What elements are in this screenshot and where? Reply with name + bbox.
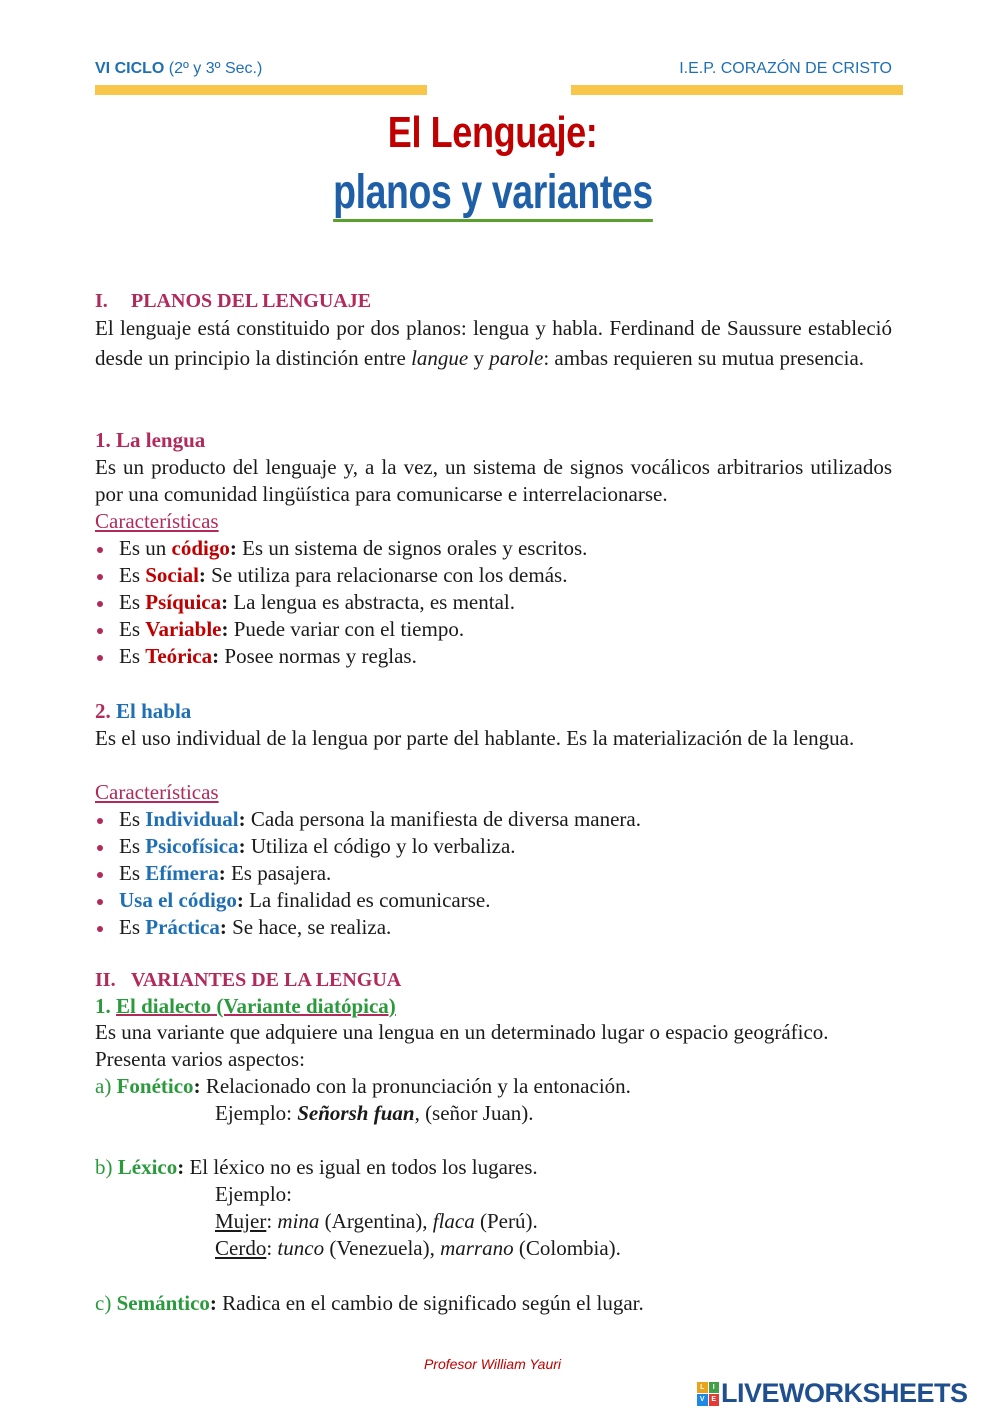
lengua-characteristics-list xyxy=(95,535,892,670)
list-item: Usa el código: La finalidad es comunicarse. xyxy=(95,887,892,914)
habla-characteristics-label: Características xyxy=(95,780,219,804)
list-item: Es Variable: Puede variar con el tiempo. xyxy=(95,616,892,643)
header-school: I.E.P. CORAZÓN DE CRISTO xyxy=(679,60,892,77)
header-course: VI CICLO (2º y 3º Sec.) xyxy=(95,60,263,77)
dialecto-definition: Es una variante que adquiere una lengua en un determinado lugar o espacio geográfico. Presenta varios aspectos: xyxy=(95,1020,829,1071)
subheading-la-lengua: 1. La lengua xyxy=(95,428,206,452)
liveworksheets-logo-icon: L I V E xyxy=(697,1382,719,1406)
lexico-example-mujer: Mujer: mina (Argentina), flaca (Perú). xyxy=(215,1209,538,1233)
aspect-fonetico: a) Fonético: Relacionado con la pronunciación y la entonación. xyxy=(95,1074,631,1098)
list-item: Es Individual: Cada persona la manifiesta de diversa manera. xyxy=(95,806,892,833)
list-item: Es un código: Es un sistema de signos orales y escritos. xyxy=(95,535,892,562)
subheading-el-habla: 2. El habla xyxy=(95,699,192,723)
list-item: Es Psicofísica: Utiliza el código y lo verbaliza. xyxy=(95,833,892,860)
habla-characteristics-list xyxy=(95,806,892,941)
liveworksheets-brand: L I V E LIVEWORKSHEETS xyxy=(697,1378,968,1409)
list-item: Es Efímera: Es pasajera. xyxy=(95,860,892,887)
list-item: Es Social: Se utiliza para relacionarse con los demás. xyxy=(95,562,892,589)
section-heading-planos: I. PLANOS DEL LENGUAJE xyxy=(95,290,372,312)
list-item: Es Teórica: Posee normas y reglas. xyxy=(95,643,892,670)
fonetico-example: Ejemplo: Señorsh fuan, (señor Juan). xyxy=(215,1101,534,1125)
header-bar-left xyxy=(95,85,427,95)
page-subtitle: planos y variantes xyxy=(333,167,653,222)
page-title: El Lenguaje: xyxy=(387,108,598,157)
list-item: Es Psíquica: La lengua es abstracta, es mental. xyxy=(95,589,892,616)
aspect-lexico: b) Léxico: El léxico no es igual en todos los lugares. xyxy=(95,1155,538,1179)
aspect-semantico: c) Semántico: Radica en el cambio de significado según el lugar. xyxy=(95,1291,644,1315)
lexico-example-cerdo: Cerdo: tunco (Venezuela), marrano (Colombia). xyxy=(215,1236,621,1260)
lexico-example-label: Ejemplo: xyxy=(215,1182,292,1206)
lengua-definition: Es un producto del lenguaje y, a la vez, un sistema de signos vocálicos arbitrarios utilizados por una comunidad lingüística para comunicarse e interrelacionarse. xyxy=(95,455,892,506)
footer-author: Profesor William Yauri xyxy=(423,1356,562,1372)
section-intro-paragraph: El lenguaje está constituido por dos planos: lengua y habla. Ferdinand de Saussure estableció desde un principio la distinción entre langue y parole: ambas requieren su mutua presencia. xyxy=(95,316,892,370)
section-heading-variantes: II. VARIANTES DE LA LENGUA xyxy=(95,969,402,991)
subheading-dialecto: 1. El dialecto (Variante diatópica) xyxy=(95,994,396,1018)
habla-definition: Es el uso individual de la lengua por parte del hablante. Es la materialización de la lengua. xyxy=(95,726,855,750)
header-bar-right xyxy=(571,85,903,95)
list-item: Es Práctica: Se hace, se realiza. xyxy=(95,914,892,941)
lengua-characteristics-label: Características xyxy=(95,509,219,533)
